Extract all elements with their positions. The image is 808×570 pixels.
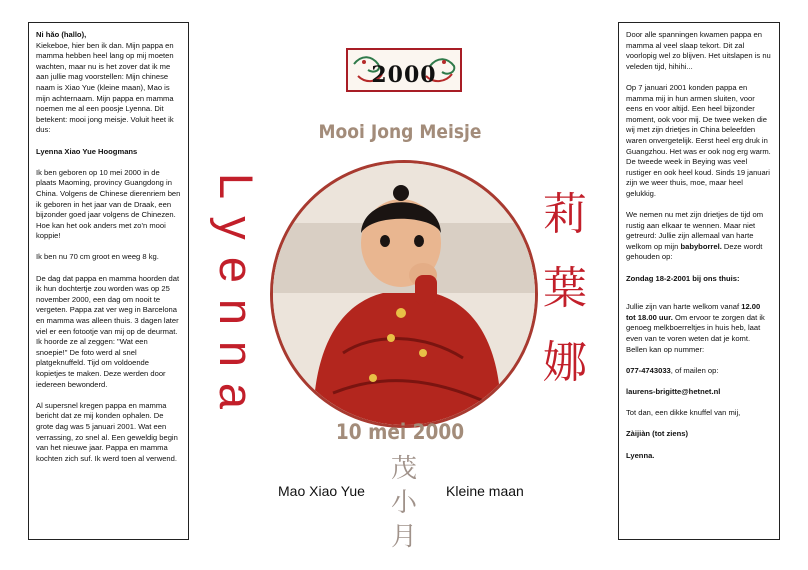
welcome-paragraph: Jullie zijn van harte welkom vanaf 12.00 tot 18.00 uur. Om ervoor te zorgen dat ik genoeg melkboerreltjes in huis heb, laat even van te voren weten dat je komt. Bellen kan op nummer:	[626, 302, 765, 354]
chinese-char: 月	[390, 522, 417, 552]
name-letter: a	[210, 382, 263, 410]
birth-paragraph: Ik ben geboren op 10 mei 2000 in de plaats Maoming, provincy Guangdong in China. Volgens de Chinese dierenriem ben ik geboren in het jaar van de Draak, een bijzonder goed jaar volgens de Chinezen. Hoe kan het ook anders met zo'n mooi koppie!	[36, 167, 181, 241]
sleep-paragraph: Door alle spanningen kwamen pappa en mamma al veel slaap tekort. Dit zal voorlopig wel zo blijven. Het uitslapen is nu veleden tijd, hihihi...	[626, 30, 771, 71]
name-letter: L	[210, 172, 263, 200]
full-name: Lyenna Xiao Yue Hoogmans	[36, 146, 138, 156]
left-text-column	[28, 22, 189, 540]
goodbye-text: Tot dan, een dikke knuffel van mij,	[626, 408, 741, 418]
signature: Lyenna.	[626, 450, 655, 460]
news-paragraph: De dag dat pappa en mamma hoorden dat ik hun dochtertje zou worden was op 25 november 2000, een dag om nooit te vergeten. Pappa zat ver weg in Barcelona en mamma was alleen thuis. 3 dagen later viel er een fotootje van mij op de deurmat. Ik hoorde ze al zeggen: "Wat een snoepie!" De foto werd al snel platgeknuffeld. Tijd om voldoende kopietjes te maken. Deze werden door iedereen bewonderd.	[36, 273, 180, 389]
intro-paragraph: Kiekeboe, hier ben ik dan. Mijn pappa en mamma hebben heel lang op mij moeten wachten, maar nu is het zover dat ik me aan jullie mag voorstellen: Mijn chinese naam is Xiao Yue (kleine maan), Mao is mijn achternaam. Mijn pappa en mamma noemen me al een poosje Lyenna. Dit betekent: mooi jong meisje. Voluit heet ik dus:	[36, 40, 174, 135]
name-letter: n	[210, 340, 263, 368]
birth-date: 10 mei 2000	[335, 420, 465, 444]
party-date: Zondag 18-2-2001 bij ons thuis:	[626, 273, 740, 283]
china-paragraph: Op 7 januari 2001 konden pappa en mamma mij in hun armen sluiten, voor eens en voor altijd. Een heel bijzonder moment, ook voor mij. De twee weken die wij met zijn drietjes in China beleefden waren onvergetelijk. Eerst heel erg druk in Guangzhou. Het was er ook nog erg warm. De tweede week in Beying was veel rustiger en ook heel koud. Sinds 19 januari zijn we weer thuis, moe, maar heel gelukkig.	[626, 82, 771, 198]
right-text-column: Door alle spanningen kwamen pappa en mamma al veel slaap tekort. Dit zal voorlopig wel zo blijven. Het uitslapen is nu veleden tijd, hihihi... Op 7 januari 2001 konden pappa en mamma mij in hun armen sluiten, voor eens en voor altijd. Een heel bijzonder moment, ook voor mij. De twee weken die wij met zijn drietjes in China beleefden waren onvergetelijk. Eerst heel erg druk in Guangzhou. Het was er ook nog erg warm. De tweede week in Beying was veel rustiger en ook heel koud. Sinds 19 januari zijn we weer thuis, moe, maar heel gelukkig. We nemen nu met zijn drietjes de tijd om rustig aan elkaar te wennen. Maar niet getreurd: Jullie zijn allemaal van harte welkom op mijn babyborrel. Deze wordt gehouden op: Zondag 18-2-2001 bij ons thuis: Jullie zijn van harte welkom vanaf 12.00 tot 18.00 uur. Om ervoor te zorgen dat ik genoeg melkboerreltjes in huis heb, laat even van te voren weten dat je komt. Bellen kan op nummer: 077-4743033, of mailen op: laurens-brigitte@hetnet.nl Tot dan, een dikke knuffel van mij, Zàijiàn (tot ziens) Lyenna.	[618, 22, 780, 540]
kleine-maan-label: Kleine maan	[446, 483, 524, 499]
pickup-paragraph: Al supersnel kregen pappa en mamma bericht dat ze mij konden ophalen. De grote dag was 5 januari 2001. Wat een verrassing, zo snel al. Een geweldig begin van het nieuwe jaar. Pappa en mamma kochten zich suf. Ik werd toen al verwend.	[36, 400, 178, 463]
chinese-char: 莉	[543, 189, 587, 240]
greeting: Ni hǎo (hallo),	[36, 30, 87, 39]
vertical-name	[210, 165, 263, 417]
chinese-char: 茂	[390, 454, 417, 484]
size-paragraph: Ik ben nu 70 cm groot en weeg 8 kg.	[36, 252, 159, 262]
name-letter: y	[210, 216, 263, 240]
chinese-name-characters	[384, 452, 424, 554]
chinese-char: 小	[390, 488, 417, 518]
year-text: 2000	[371, 62, 437, 88]
baby-photo	[270, 160, 538, 428]
email-address: laurens-brigitte@hetnet.nl	[626, 387, 721, 396]
chinese-char: 葉	[543, 263, 587, 314]
party-time: 12.00 tot 18.00 uur.	[626, 302, 761, 322]
chinese-name-label: Mao Xiao Yue	[278, 483, 365, 499]
phone-number: 077-4743033	[626, 365, 671, 375]
babyborrel-text: babyborrel.	[680, 241, 722, 251]
invite-paragraph: We nemen nu met zijn drietjes de tijd om rustig aan elkaar te wennen. Maar niet getreurd: Jullie zijn allemaal van harte welkom op mijn babyborrel. Deze wordt gehouden op:	[626, 210, 764, 262]
chinese-char: 娜	[543, 337, 587, 388]
name-letter: n	[210, 298, 263, 326]
zaijian-text: Zàijiàn (tot ziens)	[626, 429, 689, 439]
page-title: Mooi Jong Meisje	[318, 121, 482, 143]
lyenna-chinese-characters	[540, 178, 590, 400]
year-banner	[346, 48, 462, 92]
name-letter: e	[210, 256, 263, 284]
